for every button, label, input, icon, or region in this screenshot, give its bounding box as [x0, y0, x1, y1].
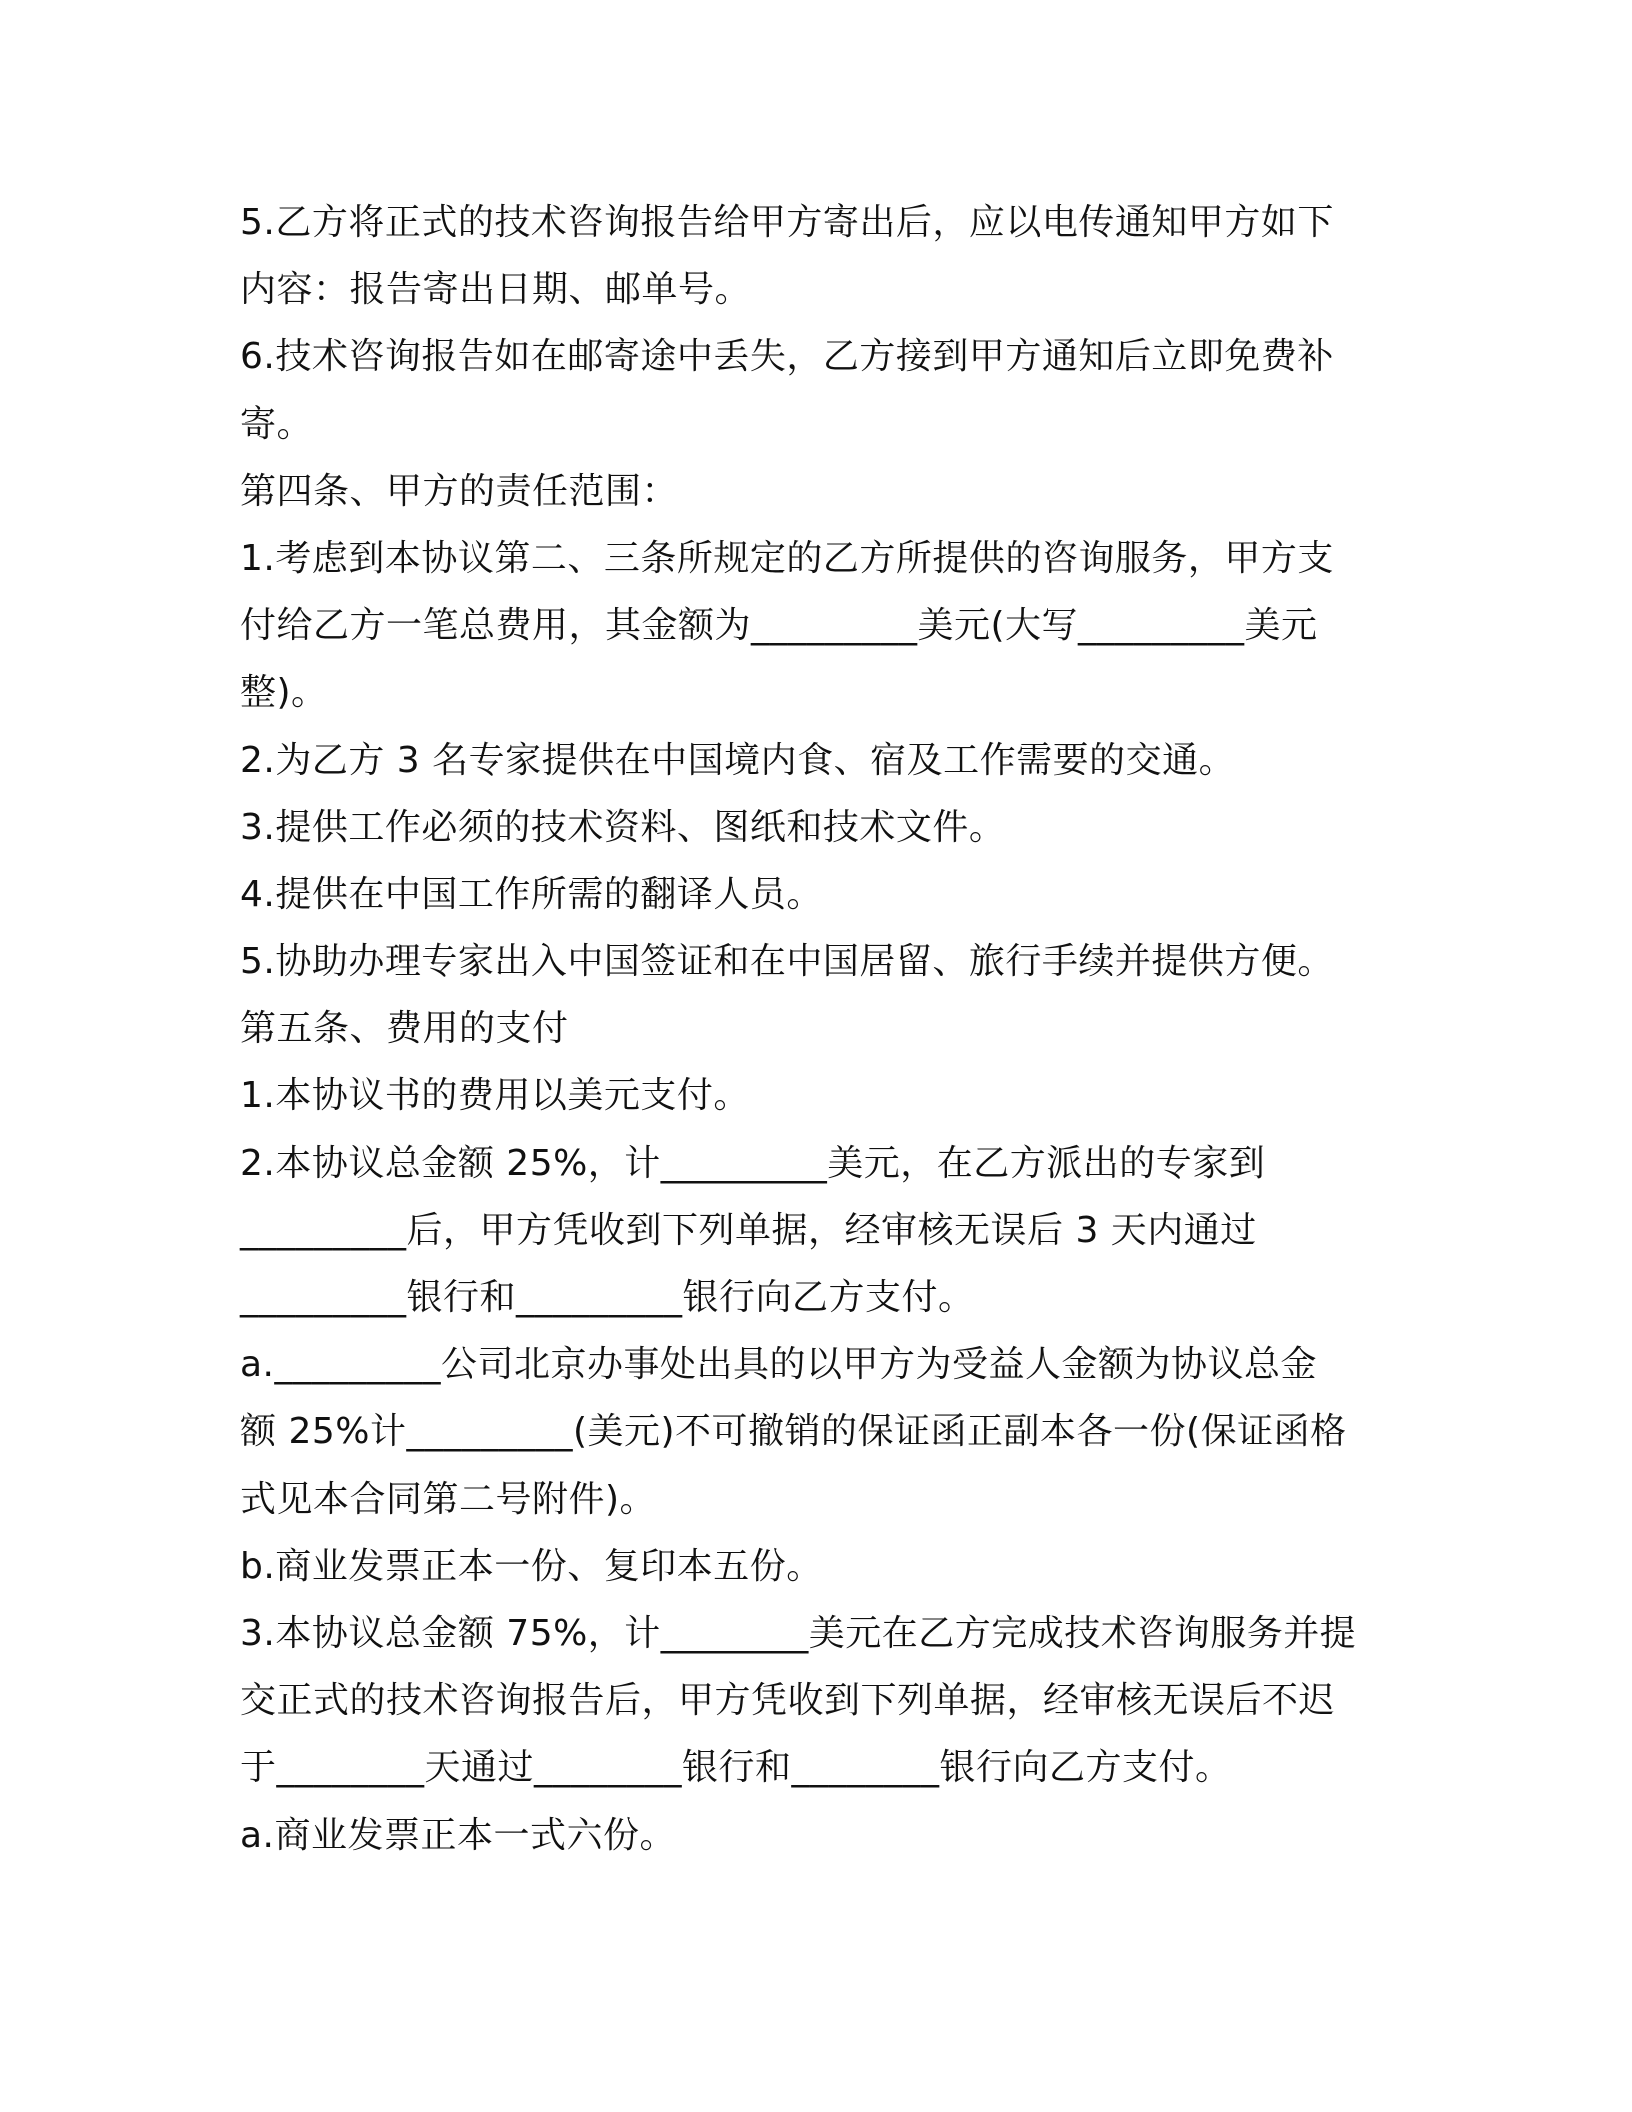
- section-heading: 第五条、费用的支付: [240, 1008, 569, 1050]
- text-line: 内容：报告寄出日期、邮单号。: [240, 269, 752, 311]
- document-body: [240, 189, 1390, 1869]
- text-line: 3.本协议总金额 75%，计________美元在乙方完成技术咨询服务并提: [240, 1612, 1357, 1654]
- text-line: 于________天通过________银行和________银行向乙方支付。: [240, 1747, 1232, 1789]
- text-line: 4.提供在中国工作所需的翻译人员。: [240, 873, 823, 915]
- text-line: 2.本协议总金额 25%，计_________美元，在乙方派出的专家到: [240, 1142, 1266, 1184]
- text-line: 1.考虑到本协议第二、三条所规定的乙方所提供的咨询服务，甲方支: [240, 537, 1334, 579]
- text-line: 5.乙方将正式的技术咨询报告给甲方寄出后，应以电传通知甲方如下: [240, 202, 1334, 243]
- text-line: 6.技术咨询报告如在邮寄途中丢失，乙方接到甲方通知后立即免费补: [240, 336, 1334, 378]
- text-line: b.商业发票正本一份、复印本五份。: [240, 1545, 823, 1587]
- text-line: 付给乙方一笔总费用，其金额为_________美元(大写_________美元: [240, 605, 1318, 647]
- text-line: 式见本合同第二号附件)。: [240, 1478, 657, 1520]
- text-line: a._________公司北京办事处出具的以甲方为受益人金额为协议总金: [240, 1344, 1318, 1386]
- text-line: 1.本协议书的费用以美元支付。: [240, 1075, 750, 1117]
- text-line: _________银行和_________银行向乙方支付。: [240, 1277, 975, 1318]
- text-line: 2.为乙方 3 名专家提供在中国境内食、宿及工作需要的交通。: [240, 739, 1236, 781]
- text-line: 额 25%计_________(美元)不可撤销的保证函正副本各一份(保证函格: [240, 1411, 1347, 1453]
- text-line: 交正式的技术咨询报告后，甲方凭收到下列单据，经审核无误后不迟: [240, 1680, 1336, 1722]
- text-line: a.商业发票正本一式六份。: [240, 1814, 677, 1856]
- text-line: _________后，甲方凭收到下列单据，经审核无误后 3 天内通过: [240, 1209, 1257, 1251]
- section-heading: 第四条、甲方的责任范围：: [240, 470, 679, 512]
- text-line: 寄。: [240, 403, 314, 445]
- text-line: 整)。: [240, 672, 328, 714]
- text-line: 5.协助办理专家出入中国签证和在中国居留、旅行手续并提供方便。: [240, 941, 1334, 983]
- text-line: 3.提供工作必须的技术资料、图纸和技术文件。: [240, 806, 1006, 848]
